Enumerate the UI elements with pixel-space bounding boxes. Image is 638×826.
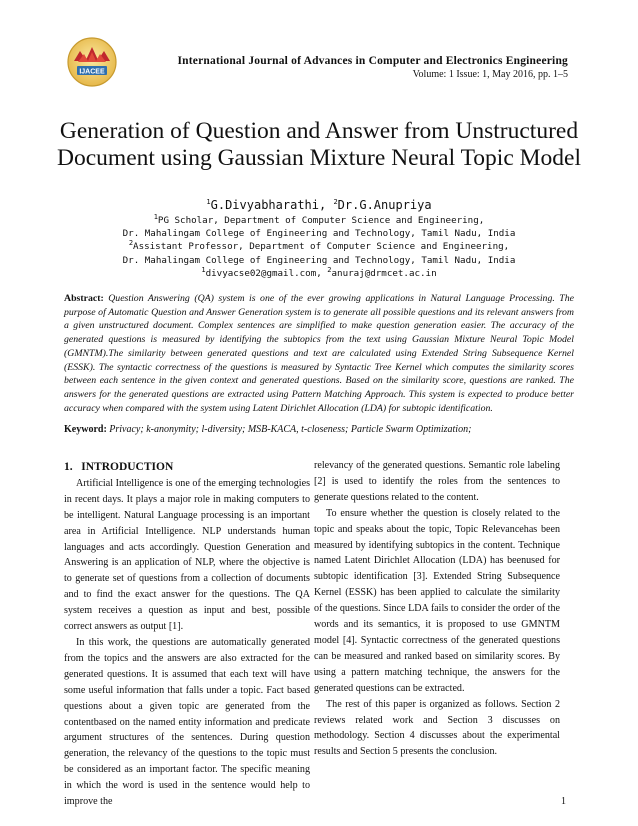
right-column xyxy=(314,458,560,760)
journal-title: International Journal of Advances in Computer and Electronics Engineering xyxy=(177,55,568,67)
author-2: Dr.G.Anupriya xyxy=(337,198,432,212)
affiliation-line: Dr. Mahalingam College of Engineering and Technology, Tamil Nadu, India xyxy=(122,254,516,266)
affiliations xyxy=(40,214,598,280)
affil-sup: 2 xyxy=(128,239,134,248)
email-2: anuraj@drmcet.ac.in xyxy=(331,267,437,279)
author-2-sup: 2 xyxy=(333,198,338,206)
keywords-label: Keyword: xyxy=(64,424,107,435)
section-heading: 1. INTRODUCTION xyxy=(64,461,174,473)
paragraph: The rest of this paper is organized as follows. Section 2 reviews related work and Section 3 discusses on methodology. Section 4 discusses about the experimental results and Section 5 presents the conclusion. xyxy=(314,698,560,758)
paragraph: relevancy of the generated questions. Semantic role labeling [2] is used to identify the roles from the sentences to generate questions related to the content. xyxy=(314,460,560,503)
authors xyxy=(40,198,598,212)
affiliation-line xyxy=(40,214,598,227)
author-1-sup: 1 xyxy=(206,198,211,206)
journal-logo xyxy=(66,36,118,88)
paragraph: To ensure whether the question is closely related to the topic and speaks about the topic, Topic Relevancehas been measured by identifying subtopics in the content. Technique named Latent Dirichlet Allocation (LDA) has beenused for subtopic identification [3]. Extended String Subsequence Kernel (ESSK) has been applied to calculate the similarity of the questions. Since LDA fails to consider the order of the words and its semantics, it is proposed to use GMNTM model [4]. Syntactic correctness of the generated questions can be measured and ranked based on similarity scores. By using a pattern matching technique, the answers for the generated questions can be extracted. xyxy=(314,507,560,694)
keywords-text: Privacy; k-anonymity; l-diversity; MSB-KACA, t-closeness; Particle Swarm Optimization; xyxy=(109,424,472,435)
email-line xyxy=(40,267,598,280)
email-sup: 1 xyxy=(201,265,206,274)
abstract xyxy=(64,292,574,415)
left-column xyxy=(64,460,310,810)
affil-text: Assistant Professor, Department of Computer Science and Engineering, xyxy=(133,241,510,253)
affil-text: PG Scholar, Department of Computer Science and Engineering, xyxy=(157,215,485,226)
keywords xyxy=(64,424,574,435)
abstract-label: Abstract: xyxy=(64,293,104,304)
email-1: divyacse02@gmail.com, xyxy=(205,267,328,279)
abstract-text: Question Answering (QA) system is one of the ever growing applications in Natural Language Processing. The purpose of Automatic Question and Answer Generation system is to generate all possible questions and its relevant answers from a given unstructured document. Complex sentences are simplified to make question generation easier. The accuracy of the generated questions is measured by identifying the subtopics from the text using Gaussian Mixture Neural Topic Model (GMNTM).The similarity between generated questions and text are calculated using Extended String Subsequence Kernel (ESSK). The syntactic correctness of the questions is measured by Syntactic Tree Kernel which computes the similarity scores between each sentence in the given context and generated questions. Based on the similarity score, questions are ranked. The answers for the generated questions are extracted using Pattern Matching Approach. This system is expected to produce better accuracy when compared with the system using Latent Dirichlet Allocation (LDA) for subtopic identification. xyxy=(64,293,574,414)
volume-line: Volume: 1 Issue: 1, May 2016, pp. 1–5 xyxy=(412,69,568,80)
affil-sup: 1 xyxy=(153,212,158,221)
affiliation-line xyxy=(40,240,598,253)
paper-title: Generation of Question and Answer from Unstructured Document using Gaussian Mixture Neural Topic Model xyxy=(57,118,581,171)
affiliation-line: Dr. Mahalingam College of Engineering and Technology, Tamil Nadu, India xyxy=(122,228,516,240)
author-1: G.Divyabharathi, xyxy=(210,198,334,212)
paragraph: Artificial Intelligence is one of the emerging technologies in recent days. It plays a major role in making computers to be intelligent. Natural Language processing is an important area in Artificial Intelligence. NLP understands human languages and acts accordingly. Question Generation and Answering is an application of NLP, where the objective is to generate set of questions from a collection of documents and to find the exact answer for the questions. The QA system receives a question as input and best, possible correct answers as output [1]. xyxy=(64,477,310,633)
email-sup: 2 xyxy=(327,265,332,274)
journal-header xyxy=(177,55,568,80)
logo-text: IJACEE xyxy=(79,68,105,76)
page-number: 1 xyxy=(561,796,566,807)
paragraph: In this work, the questions are automatically generated from the topics and the answers are also extracted for the generated questions. It is assumed that each text will have some useful information that falls under a topic. Fact based questions about a given topic are generated from the contentbased on the named entity information and predicate argument structures of the sentences. During question generation, the relevancy of the questions to the topic must be considered as an important factor. The specific meaning in which the word is used in the sentence would help to improve the xyxy=(64,636,310,808)
